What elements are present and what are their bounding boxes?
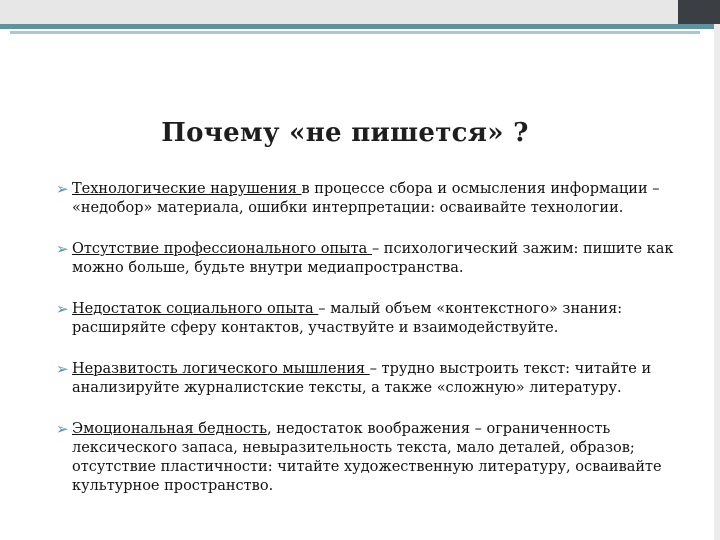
list-item — [56, 180, 680, 218]
item-lead: Недостаток социального опыта — [72, 301, 319, 317]
item-text: – трудно выстроить текст: читайте и анализируйте журналистские тексты, а также «сложную» литературу. — [72, 361, 652, 396]
item-text: – малый объем «контекстного» знания: расширяйте сферу контактов, участвуйте и взаимодействуйте. — [72, 301, 623, 336]
item-text: – психологический зажим: пишите как можно больше, будьте внутри медиапространства. — [72, 241, 674, 276]
bullet-list — [56, 180, 680, 518]
arrow-bullet-icon: ➢ — [56, 300, 69, 318]
list-item — [56, 360, 680, 398]
item-lead: Отсутствие профессионального опыта — [72, 241, 372, 257]
top-bar-accent — [678, 0, 720, 24]
list-item — [56, 420, 680, 496]
arrow-bullet-icon: ➢ — [56, 360, 69, 378]
list-item — [56, 240, 680, 278]
item-text: в процессе сбора и осмысления информации – «недобор» материала, ошибки интерпретации: осваивайте технологии. — [72, 181, 660, 216]
header-divider-secondary — [10, 31, 700, 34]
item-text: , недостаток воображения – ограниченность лексического запаса, невыразительность текста, мало деталей, образов; отсутствие пластичности: читайте художественную литературу, осваивайте культурное пространство. — [72, 421, 662, 494]
right-border — [714, 24, 720, 540]
list-item — [56, 300, 680, 338]
arrow-bullet-icon: ➢ — [56, 240, 69, 258]
header-divider — [0, 24, 720, 29]
item-lead: Технологические нарушения — [72, 181, 302, 197]
arrow-bullet-icon: ➢ — [56, 180, 69, 198]
slide-title: Почему «не пишется» ? — [161, 118, 529, 148]
top-bar — [0, 0, 720, 24]
arrow-bullet-icon: ➢ — [56, 420, 69, 438]
item-lead: Неразвитость логического мышления — [72, 361, 370, 377]
item-lead: Эмоциональная бедность — [72, 421, 267, 437]
